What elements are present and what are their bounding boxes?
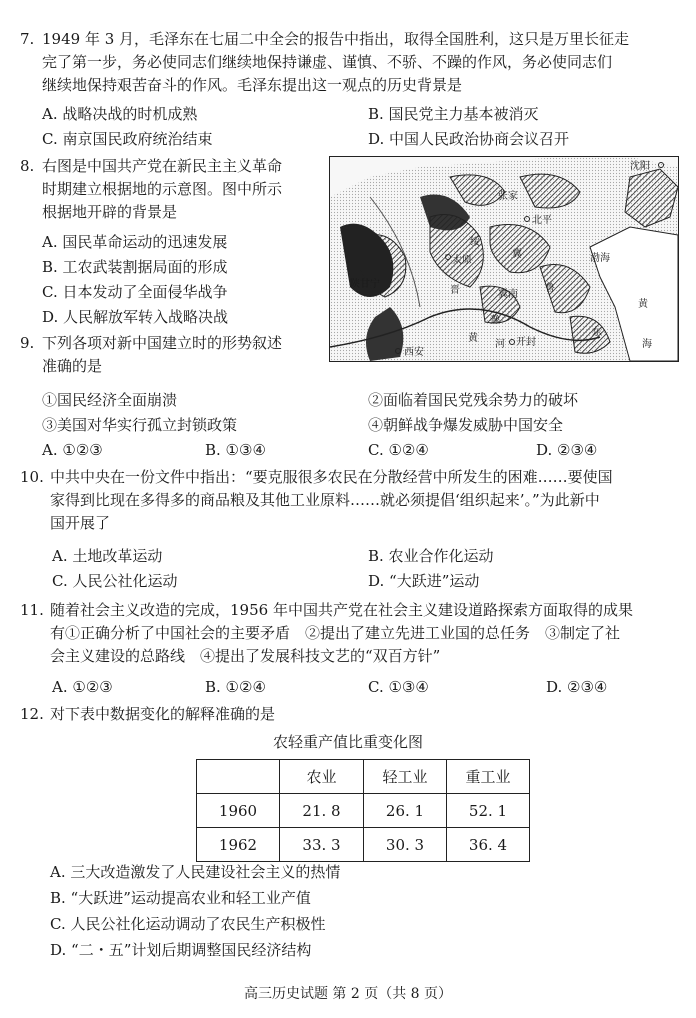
question-line: 继续地保持艰苦奋斗的作风。毛泽东提出这一观点的历史背景是 (42, 76, 463, 94)
question-line: 家得到比现在多得多的商品粮及其他工业原料……就必须提倡‘组织起来’。”为此新中 (50, 491, 600, 509)
option-b: B. “大跃进”运动提高农业和轻工业产值 (50, 889, 311, 907)
table-cell: 26. 1 (364, 794, 447, 828)
question-line: 1949 年 3 月，毛泽东在七届二中全会的报告中指出，取得全国胜利，这只是万里长征走 (42, 30, 630, 48)
item-2: ②面临着国民党残余势力的破坏 (368, 391, 579, 409)
option-a: A. ①②③ (42, 441, 103, 459)
option-c: C. 日本发动了全面侵华战争 (42, 283, 228, 301)
table-cell: 36. 4 (447, 828, 530, 862)
option-a: A. 三大改造激发了人民建设社会主义的热情 (50, 863, 341, 881)
question-11 (20, 599, 680, 668)
base-area-map (329, 156, 679, 362)
option-c: C. ①②④ (368, 441, 429, 459)
item-4: ④朝鲜战争爆发威胁中国安全 (368, 416, 564, 434)
map-label-sui: 绥 (470, 237, 480, 248)
map-label-he: 河 (495, 339, 505, 350)
item-3: ③美国对华实行孤立封锁政策 (42, 416, 238, 434)
map-label-kaifeng: 开封 (516, 337, 536, 348)
map-label-taiyuan: 太原 (452, 255, 472, 266)
table-row (197, 794, 530, 828)
item-1: ①国民经济全面崩溃 (42, 391, 178, 409)
question-text (42, 332, 320, 378)
map-label-yellow-sea: 黄 (638, 299, 648, 310)
option-b: B. 工农武装割据局面的形成 (42, 258, 228, 276)
question-line: 根据地开辟的背景是 (42, 203, 178, 221)
question-line: 时期建立根据地的示意图。图中所示 (42, 180, 283, 198)
option-a: A. ①②③ (52, 678, 113, 696)
table-cell: 52. 1 (447, 794, 530, 828)
page-footer: 高三历史试题 第 2 页（共 8 页） (243, 986, 453, 1002)
table-row (197, 828, 530, 862)
map-label-dong: 东 (592, 327, 602, 338)
map-label-xian: 西安 (404, 347, 424, 358)
question-line: 随着社会主义改造的完成，1956 年中国共产党在社会主义建设道路探索方面取得的成果 (50, 601, 633, 619)
table-header: 农业 (280, 760, 364, 794)
question-text (50, 703, 680, 726)
question-line: 有①正确分析了中国社会的主要矛盾 ②提出了建立先进工业国的总任务 ③制定了社 (50, 624, 621, 642)
option-d: D. 人民解放军转入战略决战 (42, 308, 229, 326)
question-line: 对下表中数据变化的解释准确的是 (50, 705, 276, 723)
question-line: 准确的是 (42, 357, 103, 375)
question-text (50, 599, 680, 668)
table-cell: 33. 3 (280, 828, 364, 862)
question-12 (20, 703, 680, 726)
map-label-lu: 鲁 (545, 283, 555, 294)
option-b: B. 国民党主力基本被消灭 (368, 105, 539, 123)
map-label-jin: 晋 (450, 285, 460, 296)
option-b: B. 农业合作化运动 (368, 547, 494, 565)
question-number: 11. (20, 601, 44, 619)
map-label-sea: 海 (642, 339, 652, 350)
question-text (42, 28, 680, 97)
question-number: 8. (20, 157, 35, 175)
question-10 (20, 466, 680, 535)
table-cell: 1960 (197, 794, 280, 828)
option-d: D. ②③④ (536, 441, 598, 459)
option-d: D. “大跃进”运动 (368, 572, 480, 590)
table-header: 轻工业 (364, 760, 447, 794)
option-a: A. 战略决战的时机成熟 (42, 105, 198, 123)
option-c: C. 南京国民政府统治结束 (42, 130, 213, 148)
option-a: A. 国民革命运动的迅速发展 (42, 233, 228, 251)
map-label-bohai: 渤海 (590, 253, 610, 264)
map-label-beiping: 北平 (532, 215, 552, 226)
map-label-shenyang: 沈阳 (630, 161, 650, 172)
option-d: D. 中国人民政治协商会议召开 (368, 130, 570, 148)
option-b: B. ①③④ (205, 441, 266, 459)
question-line: 右图是中国共产党在新民主主义革命 (42, 157, 283, 175)
option-d: D. ②③④ (546, 678, 608, 696)
map-label-huang: 黄 (468, 333, 478, 344)
option-a: A. 土地改革运动 (52, 547, 163, 565)
question-line: 会主义建设的总路线 ④提出了发展科技文艺的“双百方针” (50, 647, 441, 665)
question-number: 7. (20, 30, 35, 48)
table-cell: 30. 3 (364, 828, 447, 862)
map-label-yu: 豫 (490, 315, 500, 326)
table-cell: 21. 8 (280, 794, 364, 828)
map-drawing (330, 157, 678, 361)
question-number: 12. (20, 705, 44, 723)
question-text (42, 155, 320, 224)
question-9 (20, 332, 320, 378)
map-label-zhangjiakou: 张家 (498, 191, 518, 202)
question-number: 9. (20, 334, 35, 352)
option-b: B. ①②④ (205, 678, 266, 696)
question-8 (20, 155, 320, 224)
option-c: C. ①③④ (368, 678, 429, 696)
question-line: 国开展了 (50, 514, 111, 532)
map-label-shaanganning: 陕甘宁 (350, 279, 380, 290)
question-7 (20, 28, 680, 97)
map-label-ji-south: 冀南 (498, 289, 518, 300)
map-label-ji: 冀 (512, 249, 522, 260)
option-c: C. 人民公社化运动 (52, 572, 178, 590)
question-number: 10. (20, 468, 44, 486)
table-title: 农轻重产值比重变化图 (272, 733, 423, 751)
table-cell: 1962 (197, 828, 280, 862)
table-header (197, 760, 280, 794)
question-line: 下列各项对新中国建立时的形势叙述 (42, 334, 283, 352)
table-header: 重工业 (447, 760, 530, 794)
option-d: D. “二・五”计划后期调整国民经济结构 (50, 941, 312, 959)
option-c: C. 人民公社化运动调动了农民生产积极性 (50, 915, 326, 933)
question-text (50, 466, 680, 535)
data-table (196, 759, 530, 862)
table-header-row (197, 760, 530, 794)
question-line: 完了第一步，务必使同志们继续地保持谦虚、谨慎、不骄、不躁的作风，务必使同志们 (42, 53, 613, 71)
question-line: 中共中央在一份文件中指出：“要克服很多农民在分散经营中所发生的困难……要使国 (50, 468, 613, 486)
